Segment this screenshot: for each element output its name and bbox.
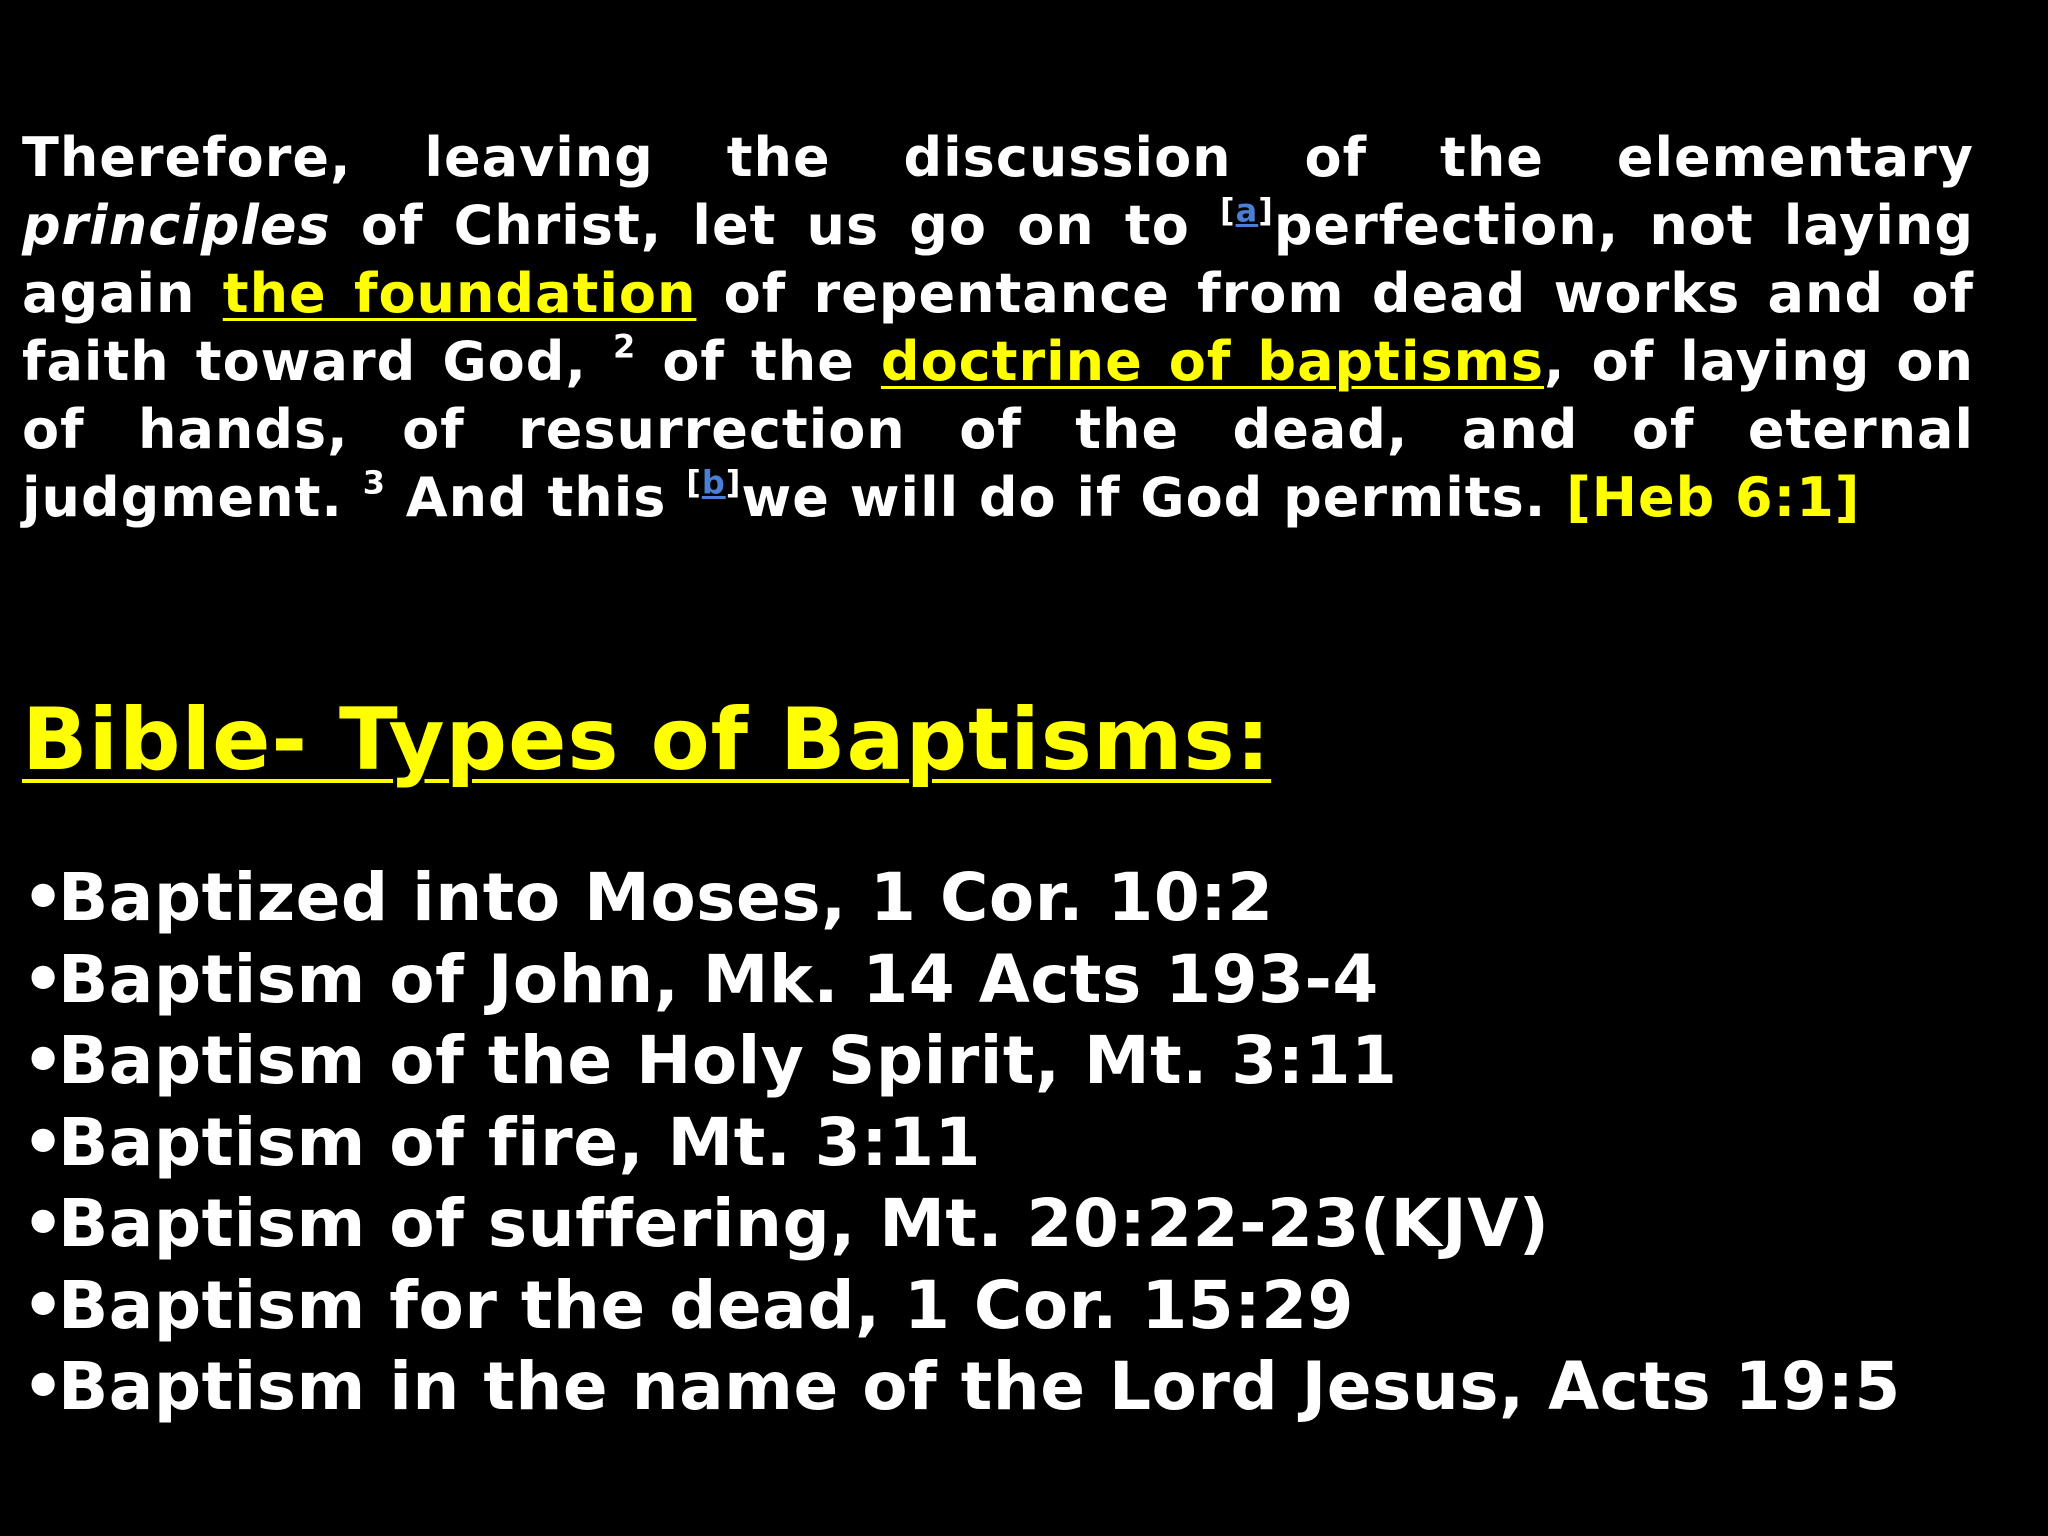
list-item-text: Baptism of suffering, Mt. 20:22-23(KJV): [58, 1185, 1550, 1262]
list-item: [22, 1346, 1901, 1428]
passage-text: we will do if God permits.: [741, 466, 1567, 529]
list-item: [22, 857, 1901, 939]
baptism-types-list: [22, 857, 1901, 1428]
bullet-icon: •: [22, 1266, 65, 1344]
highlight-foundation: the foundation: [222, 262, 697, 325]
list-item-text: Baptism of John, Mk. 14 Acts 193-4: [58, 940, 1379, 1018]
passage-italic-word: principles: [22, 194, 331, 257]
footnote-bracket: ]: [1258, 191, 1274, 230]
list-item: [22, 1020, 1901, 1102]
list-item: [22, 1265, 1901, 1347]
slide-heading: Bible- Types of Baptisms:: [22, 690, 1272, 790]
passage-text: Therefore, leaving the discussion of the elementary: [22, 126, 1974, 189]
list-item-text: Baptized into Moses, 1 Cor. 10:2: [58, 859, 1274, 936]
verse-number-3: 3: [362, 463, 386, 502]
footnote-b: [686, 464, 741, 502]
bullet-icon: •: [22, 1348, 65, 1425]
list-item: [22, 1102, 1901, 1184]
passage-text: of the: [636, 330, 881, 393]
list-item: [22, 1183, 1901, 1265]
footnote-b-link[interactable]: b: [701, 463, 726, 502]
bullet-icon: •: [22, 1022, 65, 1099]
footnote-bracket: [: [686, 463, 702, 502]
bullet-icon: •: [22, 859, 65, 936]
footnote-bracket: ]: [725, 463, 742, 502]
scripture-reference: [Heb 6:1]: [1566, 466, 1861, 529]
passage-text: , of laying on of hands, of resurrection of the dead, and of eternal judgment.: [22, 330, 1974, 529]
list-item: [22, 939, 1901, 1021]
list-item-text: Baptism of the Holy Spirit, Mt. 3:11: [58, 1022, 1398, 1099]
scripture-passage: [22, 124, 1974, 532]
bullet-icon: •: [22, 940, 65, 1018]
passage-text: of repentance from dead works and of faith toward God,: [22, 262, 1974, 393]
passage-text: of Christ, let us go on to: [330, 194, 1220, 257]
highlight-doctrine-of-baptisms: doctrine of baptisms: [880, 330, 1545, 393]
footnote-a-link[interactable]: a: [1235, 191, 1259, 230]
passage-text: perfection, not laying again: [22, 194, 1974, 325]
bullet-icon: •: [22, 1185, 65, 1262]
passage-text: And this: [386, 466, 687, 529]
bullet-icon: •: [22, 1103, 65, 1181]
verse-number-2: 2: [613, 327, 637, 366]
footnote-a: [1220, 192, 1274, 230]
list-item-text: Baptism for the dead, 1 Cor. 15:29: [58, 1266, 1354, 1344]
list-item-text: Baptism in the name of the Lord Jesus, Acts 19:5: [58, 1348, 1901, 1425]
list-item-text: Baptism of fire, Mt. 3:11: [58, 1103, 981, 1181]
footnote-bracket: [: [1219, 191, 1236, 230]
